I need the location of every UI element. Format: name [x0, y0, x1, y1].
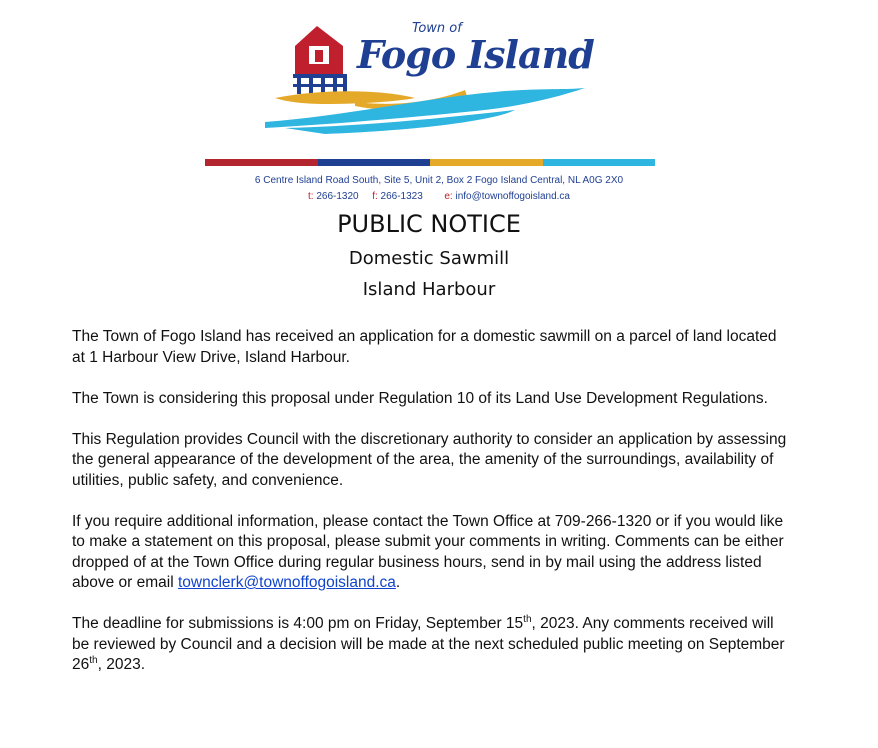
deadline-text-a: The deadline for submissions is 4:00 pm on Friday, September 15 — [72, 615, 524, 632]
gold-wave-icon — [275, 91, 415, 104]
contact-text: If you require additional information, please contact the Town Office at 709-266-1320 or if you would like to make a statement on this proposal, please submit your comments in writing. Comments can be either dropped of at the Town Office during regular business hours, send in by mail using the address listed above or email — [72, 512, 784, 591]
deadline-text-c: , 2023. — [97, 656, 145, 673]
letterhead-contacts — [0, 191, 878, 202]
paragraph-authority: This Regulation provides Council with the discretionary authority to consider an application by assessing the general appearance of the development of the area, the amenity of the surroundings, availability of utilities, public safety, and convenience. — [72, 430, 787, 489]
fax-label: f: — [372, 191, 378, 202]
stripe-gold — [430, 159, 543, 166]
town-logo — [265, 18, 595, 136]
stripe-red — [205, 159, 318, 166]
paragraph-contact — [72, 512, 792, 594]
deadline-sup-1: th — [523, 613, 532, 625]
stripe-blue — [318, 159, 431, 166]
notice-title: PUBLIC NOTICE — [337, 210, 521, 238]
notice-body — [72, 327, 792, 696]
stripe-cyan — [543, 159, 656, 166]
paragraph-regulation: The Town is considering this proposal under Regulation 10 of its Land Use Development Regulations. — [72, 389, 768, 407]
tel-label: t: — [308, 191, 314, 202]
paragraph-deadline — [72, 614, 792, 676]
deadline-text-b: , 2023. Any comments received will be reviewed by Council and a decision will be made at the next scheduled public meeting on September 26 — [72, 615, 785, 673]
color-stripe — [205, 159, 655, 166]
tel-number: 266-1320 — [316, 191, 359, 202]
contact-end: . — [395, 574, 401, 591]
letterhead-email: info@townoffogoisland.ca — [455, 191, 570, 202]
letterhead-address: 6 Centre Island Road South, Site 5, Unit 2, Box 2 Fogo Island Central, NL A0G 2X0 — [254, 175, 624, 186]
deadline-sup-2: th — [89, 654, 98, 666]
fax-number: 266-1323 — [380, 191, 423, 202]
notice-subtitle-location: Island Harbour — [362, 279, 496, 300]
notice-subtitle-sawmill: Domestic Sawmill — [348, 248, 510, 269]
paragraph-application: The Town of Fogo Island has received an application for a domestic sawmill on a parcel of land located at 1 Harbour View Drive, Island Harbour. — [72, 328, 777, 366]
logo-town-of: Town of — [412, 21, 462, 36]
townclerk-email-link[interactable]: townclerk@townoffogoisland.ca — [177, 574, 396, 591]
email-label: e: — [444, 191, 453, 202]
logo-fogo-island: Fogo Island — [357, 32, 594, 77]
